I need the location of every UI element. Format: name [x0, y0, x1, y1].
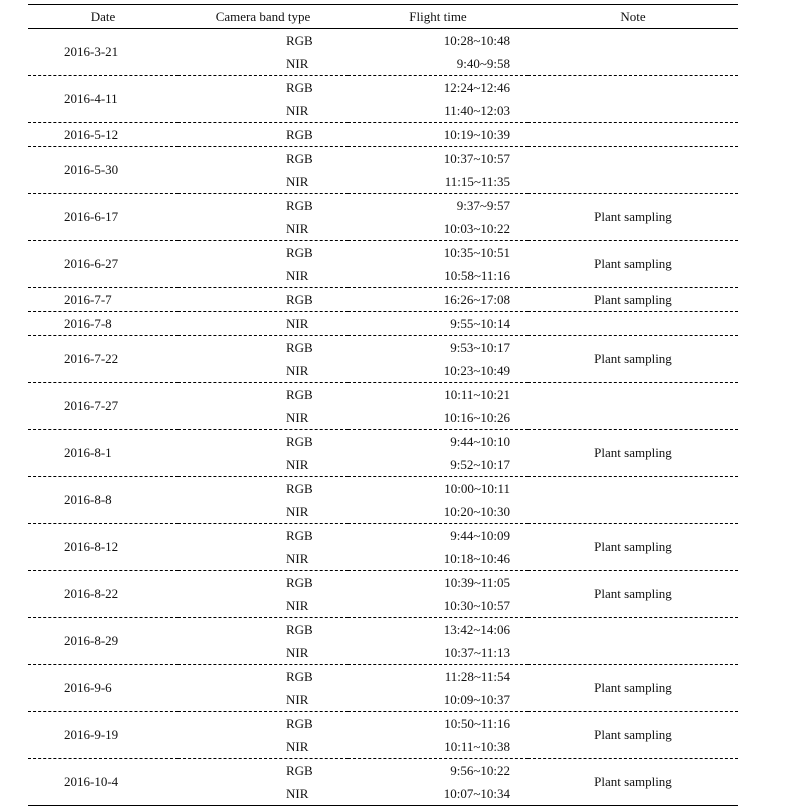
table-row: [28, 312, 738, 336]
cell-note: Plant sampling: [528, 336, 738, 383]
cell-flight-time: 9:44~10:09: [450, 527, 510, 543]
table-row: [28, 665, 738, 689]
cell-flight-time: 11:28~11:54: [444, 668, 510, 684]
cell-date: 2016-7-8: [28, 312, 178, 336]
header-note: Note: [528, 5, 738, 29]
cell-note: [528, 477, 738, 524]
cell-note: [528, 76, 738, 123]
cell-flight-time: 11:15~11:35: [348, 170, 528, 194]
cell-note: [528, 383, 738, 430]
table-row: [28, 241, 738, 265]
cell-flight-time: 10:37~10:57: [443, 150, 510, 166]
cell-flight-time: 12:24~12:46: [443, 79, 510, 95]
cell-camera-band: NIR: [178, 99, 348, 123]
cell-flight-time: 10:39~11:05: [444, 574, 510, 590]
cell-note: Plant sampling: [528, 759, 738, 806]
table-row: [28, 123, 738, 147]
table-row: [28, 383, 738, 407]
table-row: [28, 618, 738, 642]
cell-flight-time: 9:52~10:17: [348, 453, 528, 477]
cell-camera-band: RGB: [178, 123, 348, 147]
header-camera-band: Camera band type: [178, 5, 348, 29]
cell-camera-band: RGB: [286, 527, 313, 543]
flight-schedule-table: [28, 4, 738, 806]
cell-camera-band: RGB: [286, 32, 313, 48]
cell-note: Plant sampling: [528, 712, 738, 759]
cell-camera-band: NIR: [178, 312, 348, 336]
table-row: [28, 477, 738, 501]
cell-note: Plant sampling: [528, 524, 738, 571]
table-row: [28, 288, 738, 312]
cell-note: Plant sampling: [528, 430, 738, 477]
cell-date: 2016-5-30: [28, 147, 178, 194]
cell-camera-band: RGB: [286, 79, 313, 95]
cell-flight-time: 9:56~10:22: [450, 762, 510, 778]
cell-date: 2016-8-1: [28, 430, 178, 477]
cell-camera-band: RGB: [178, 288, 348, 312]
cell-flight-time: 10:23~10:49: [348, 359, 528, 383]
cell-note: Plant sampling: [528, 288, 738, 312]
cell-date: 2016-4-11: [28, 76, 178, 123]
table-row: [28, 430, 738, 454]
cell-camera-band: NIR: [178, 359, 348, 383]
cell-note: Plant sampling: [528, 241, 738, 288]
cell-flight-time: 10:00~10:11: [444, 480, 510, 496]
cell-camera-band: NIR: [178, 52, 348, 76]
table-row: [28, 147, 738, 171]
cell-camera-band: NIR: [178, 453, 348, 477]
cell-date: 2016-8-12: [28, 524, 178, 571]
cell-flight-time: 10:03~10:22: [348, 217, 528, 241]
cell-date: 2016-7-22: [28, 336, 178, 383]
cell-flight-time: 10:07~10:34: [348, 782, 528, 806]
cell-flight-time: 10:09~10:37: [348, 688, 528, 712]
cell-flight-time: 10:11~10:21: [444, 386, 510, 402]
cell-camera-band: RGB: [286, 715, 313, 731]
cell-camera-band: NIR: [178, 547, 348, 571]
cell-flight-time: 10:16~10:26: [348, 406, 528, 430]
cell-flight-time: 10:18~10:46: [348, 547, 528, 571]
cell-camera-band: RGB: [286, 621, 313, 637]
cell-flight-time: 11:40~12:03: [348, 99, 528, 123]
table-body: [28, 29, 738, 806]
cell-camera-band: NIR: [178, 641, 348, 665]
cell-flight-time: 10:58~11:16: [348, 264, 528, 288]
cell-flight-time: 10:19~10:39: [348, 123, 528, 147]
cell-note: [528, 29, 738, 76]
cell-flight-time: 10:11~10:38: [348, 735, 528, 759]
cell-flight-time: 10:20~10:30: [348, 500, 528, 524]
cell-camera-band: NIR: [178, 170, 348, 194]
cell-flight-time: 9:40~9:58: [348, 52, 528, 76]
table-row: [28, 571, 738, 595]
cell-camera-band: NIR: [178, 688, 348, 712]
cell-date: 2016-9-6: [28, 665, 178, 712]
cell-flight-time: 9:55~10:14: [348, 312, 528, 336]
table-row: [28, 76, 738, 100]
cell-camera-band: NIR: [178, 500, 348, 524]
cell-camera-band: RGB: [286, 244, 313, 260]
cell-flight-time: 10:28~10:48: [443, 32, 510, 48]
cell-camera-band: RGB: [286, 433, 313, 449]
cell-date: 2016-8-8: [28, 477, 178, 524]
cell-camera-band: RGB: [286, 480, 313, 496]
cell-date: 2016-6-27: [28, 241, 178, 288]
cell-camera-band: RGB: [286, 668, 313, 684]
cell-camera-band: RGB: [286, 197, 313, 213]
cell-note: [528, 618, 738, 665]
cell-camera-band: NIR: [178, 217, 348, 241]
cell-date: 2016-8-29: [28, 618, 178, 665]
header-date: Date: [28, 5, 178, 29]
cell-date: 2016-3-21: [28, 29, 178, 76]
cell-date: 2016-5-12: [28, 123, 178, 147]
cell-date: 2016-8-22: [28, 571, 178, 618]
cell-camera-band: NIR: [178, 735, 348, 759]
cell-note: Plant sampling: [528, 665, 738, 712]
table-row: [28, 759, 738, 783]
table-row: [28, 194, 738, 218]
cell-flight-time: 10:35~10:51: [443, 244, 510, 260]
cell-flight-time: 10:37~11:13: [348, 641, 528, 665]
cell-note: [528, 123, 738, 147]
cell-note: [528, 147, 738, 194]
cell-note: Plant sampling: [528, 571, 738, 618]
cell-flight-time: 9:44~10:10: [450, 433, 510, 449]
cell-camera-band: NIR: [178, 594, 348, 618]
cell-flight-time: 10:30~10:57: [348, 594, 528, 618]
table-row: [28, 524, 738, 548]
cell-camera-band: NIR: [178, 782, 348, 806]
cell-date: 2016-6-17: [28, 194, 178, 241]
cell-flight-time: 16:26~17:08: [348, 288, 528, 312]
cell-date: 2016-9-19: [28, 712, 178, 759]
cell-camera-band: RGB: [286, 150, 313, 166]
cell-camera-band: RGB: [286, 339, 313, 355]
cell-camera-band: NIR: [178, 406, 348, 430]
header-row: [28, 5, 738, 29]
table-row: [28, 712, 738, 736]
cell-note: [528, 312, 738, 336]
cell-camera-band: NIR: [178, 264, 348, 288]
cell-flight-time: 9:53~10:17: [450, 339, 510, 355]
cell-date: 2016-7-7: [28, 288, 178, 312]
table-row: [28, 29, 738, 53]
cell-note: Plant sampling: [528, 194, 738, 241]
cell-camera-band: RGB: [286, 574, 313, 590]
cell-flight-time: 9:37~9:57: [456, 197, 510, 213]
cell-date: 2016-7-27: [28, 383, 178, 430]
cell-camera-band: RGB: [286, 762, 313, 778]
cell-date: 2016-10-4: [28, 759, 178, 806]
header-flight-time: Flight time: [348, 5, 528, 29]
cell-camera-band: RGB: [286, 386, 313, 402]
cell-flight-time: 10:50~11:16: [444, 715, 510, 731]
table-row: [28, 336, 738, 360]
cell-flight-time: 13:42~14:06: [443, 621, 510, 637]
